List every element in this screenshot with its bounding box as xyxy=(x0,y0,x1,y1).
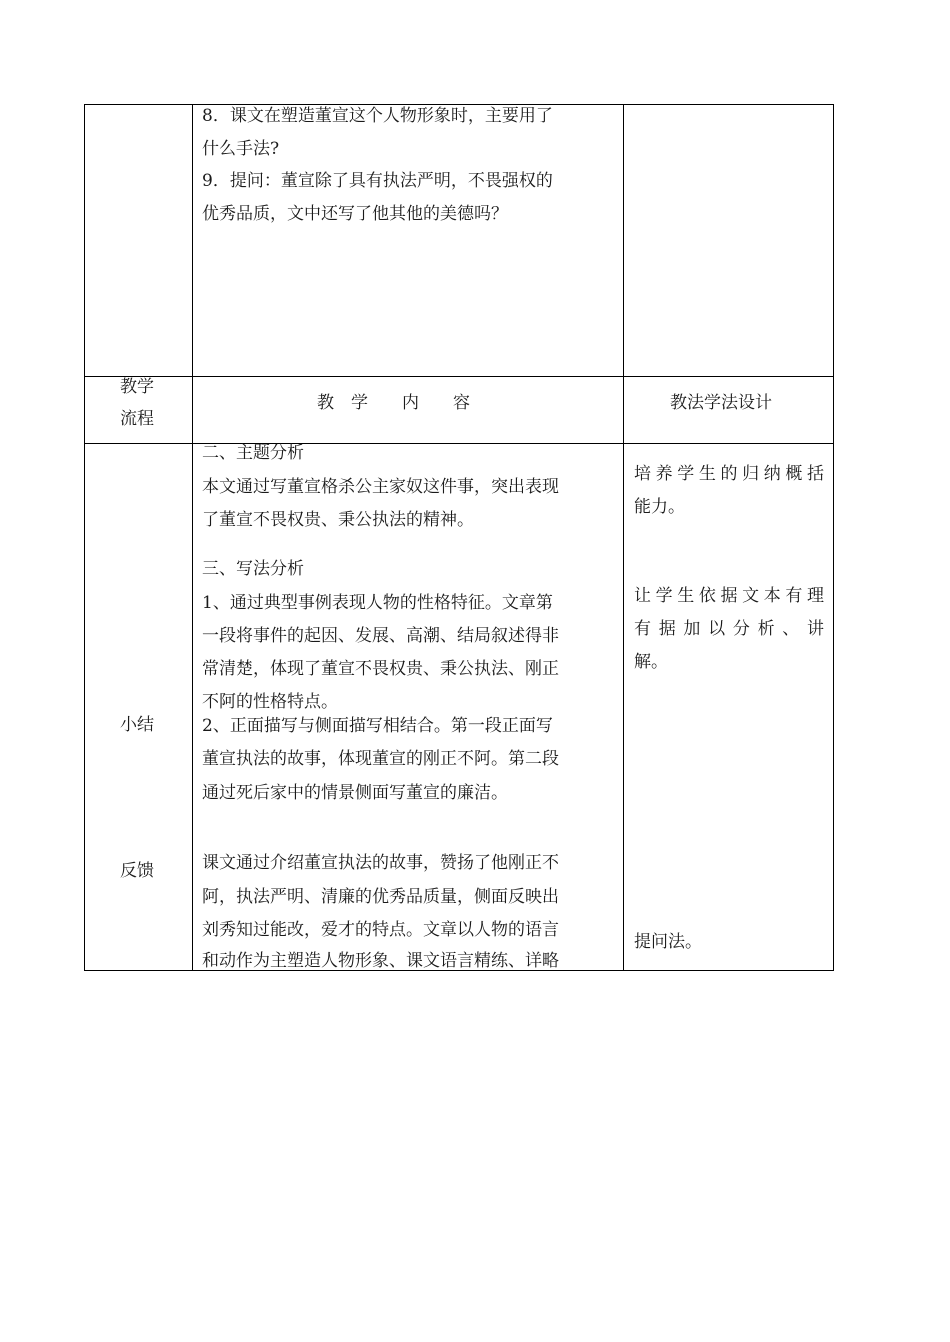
question-9-line-1: 9．提问：董宣除了具有执法严明，不畏强权的 xyxy=(202,171,553,191)
summary-line-3: 刘秀知过能改，爱才的特点。文章以人物的语言 xyxy=(202,920,559,940)
theme-line-1: 本文通过写董宣格杀公主家奴这件事，突出表现 xyxy=(202,477,559,497)
summary-line-1: 课文通过介绍董宣执法的故事，赞扬了他刚正不 xyxy=(202,853,559,873)
writing-line-6: 董宣执法的故事，体现董宣的刚正不阿。第二段 xyxy=(202,749,559,769)
question-8-line-2: 什么手法? xyxy=(202,139,280,159)
question-9-line-2: 优秀品质，文中还写了他其他的美德吗？ xyxy=(202,204,508,224)
header-content: 教 学 内 容 xyxy=(317,393,470,413)
summary-line-2: 阿，执法严明、清廉的优秀品质量，侧面反映出 xyxy=(202,887,559,907)
method-1-line-1: 培养学生的归纳概括 xyxy=(634,464,824,484)
theme-line-2: 了董宣不畏权贵、秉公执法的精神。 xyxy=(202,510,474,530)
summary-line-4: 和动作为主塑造人物形象、课文语言精练、详略 xyxy=(202,951,559,971)
writing-line-2: 一段将事件的起因、发展、高潮、结局叙述得非 xyxy=(202,626,559,646)
header-method: 教法学法设计 xyxy=(670,393,772,413)
theme-heading: 二、主题分析 xyxy=(202,443,304,463)
stage-summary: 小结 xyxy=(120,715,154,735)
method-3: 提问法。 xyxy=(634,932,702,952)
header-bottom-border xyxy=(84,443,834,444)
table-left-border xyxy=(84,104,85,971)
stage-feedback: 反馈 xyxy=(120,861,154,881)
method-2-line-1: 让学生依据文本有理 xyxy=(634,586,824,606)
method-2-line-2: 有据加以分析、讲 xyxy=(634,619,824,639)
header-process-line-2: 流程 xyxy=(120,409,154,429)
column-divider-2 xyxy=(623,104,624,971)
method-1-line-2: 能力。 xyxy=(634,497,685,517)
writing-line-4: 不阿的性格特点。 xyxy=(202,692,338,712)
header-process-line-1: 教学 xyxy=(120,377,154,397)
writing-line-1: 1、通过典型事例表现人物的性格特征。文章第 xyxy=(202,593,553,613)
header-top-border xyxy=(84,376,834,377)
question-8-line-1: 8．课文在塑造董宣这个人物形象时，主要用了 xyxy=(202,106,553,126)
writing-line-5: 2、正面描写与侧面描写相结合。第一段正面写 xyxy=(202,716,553,736)
writing-line-7: 通过死后家中的情景侧面写董宣的廉洁。 xyxy=(202,783,508,803)
column-divider-1 xyxy=(192,104,193,971)
writing-line-3: 常清楚，体现了董宣不畏权贵、秉公执法、刚正 xyxy=(202,659,559,679)
writing-heading: 三、写法分析 xyxy=(202,559,304,579)
table-right-border xyxy=(833,104,834,971)
method-2-line-3: 解。 xyxy=(634,652,668,672)
